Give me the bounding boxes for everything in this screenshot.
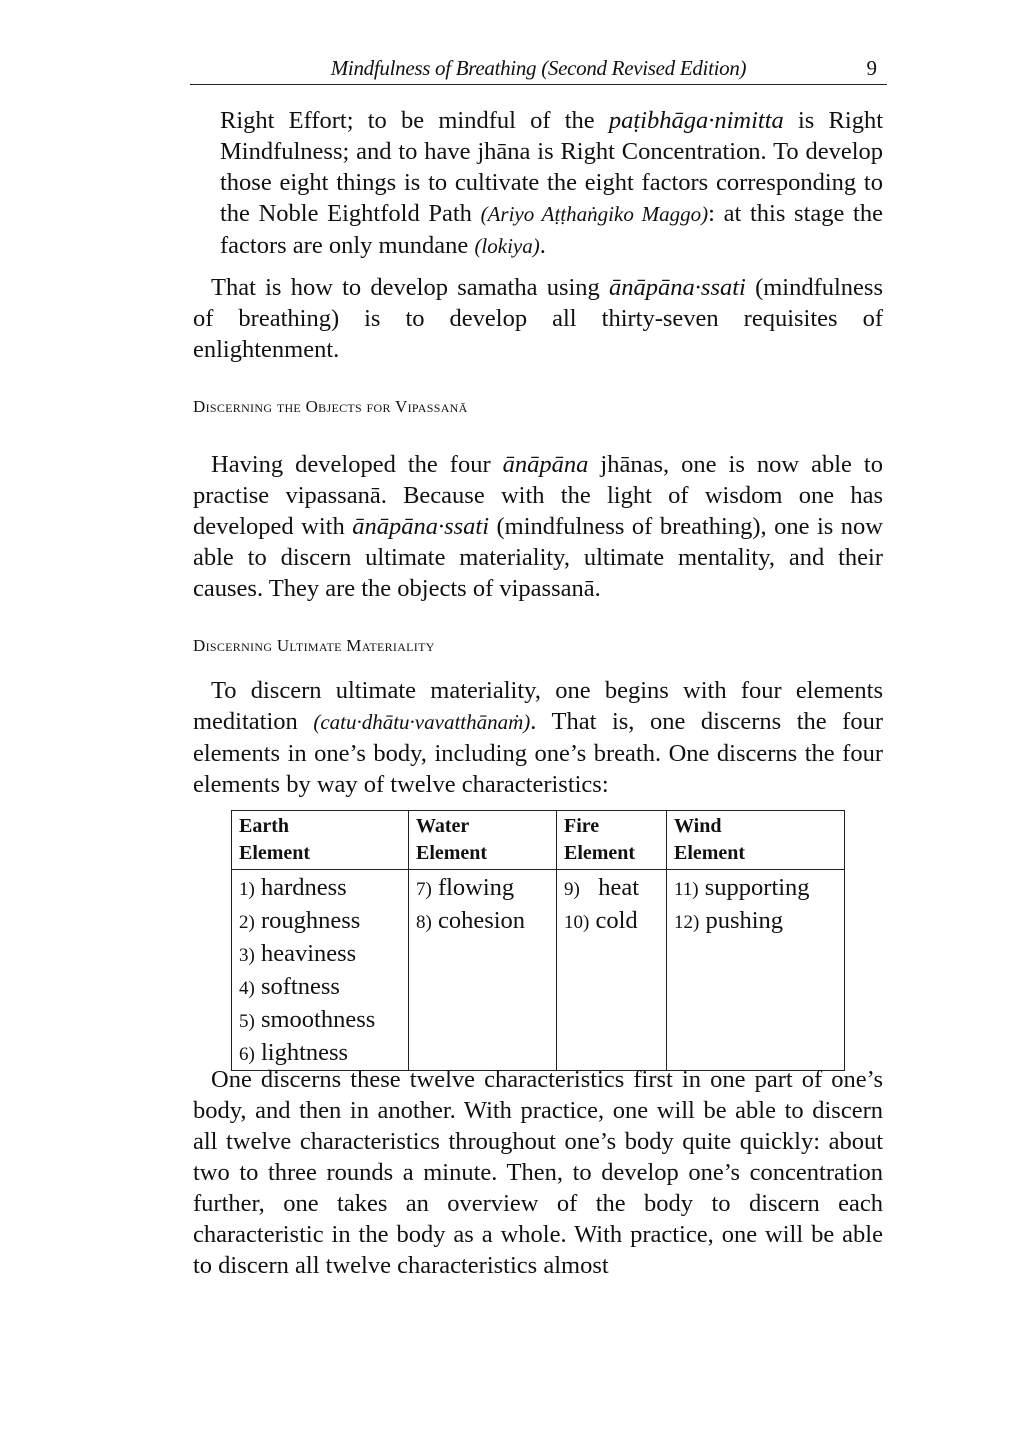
header-fire: Fire Element bbox=[557, 811, 667, 870]
term-catu-dhatu-vavatthanam: (catu·dhātu·vavatthānaṁ) bbox=[313, 710, 531, 734]
list-item: 11) supporting bbox=[674, 874, 810, 901]
list-item: 10) cold bbox=[564, 907, 638, 934]
samatha-text-2: (mindfulness of breathing) is to develop all thirty-seven requisites of enlightenment. bbox=[193, 274, 884, 363]
running-header bbox=[190, 54, 887, 85]
earth-characteristics bbox=[232, 870, 409, 1071]
list-item: 1) hardness bbox=[239, 874, 347, 901]
list-item: 6) lightness bbox=[239, 1039, 349, 1066]
list-item: 7) flowing bbox=[416, 874, 515, 901]
samatha-paragraph bbox=[193, 272, 883, 365]
page-number: 9 bbox=[866, 56, 877, 80]
list-item: 12) pushing bbox=[674, 907, 784, 934]
term-anapana: ānāpāna bbox=[502, 451, 589, 478]
list-item: 3) heaviness bbox=[239, 940, 357, 967]
intro-text-2: is Right Mindfulness; and to have jhāna is Right Concentration. To develop those eight things is to cultivate the eight factors corresponding to the Noble Eightfold Path bbox=[220, 107, 884, 227]
term-noble-eightfold-path: (Ariyo Aṭṭhaṅgiko Maggo) bbox=[480, 202, 709, 226]
term-anapana-ssati-2: ānāpāna·ssati bbox=[352, 513, 490, 540]
term-lokiya: (lokiya) bbox=[474, 234, 540, 258]
term-patibhaga-nimitta: paṭibhāga·nimitta bbox=[608, 107, 784, 134]
water-characteristics bbox=[409, 870, 557, 1071]
list-item: 5) smoothness bbox=[239, 1006, 376, 1033]
intro-text-3: : at this stage the factors are only mundane bbox=[220, 200, 883, 259]
objects-paragraph bbox=[193, 449, 883, 604]
final-paragraph: One discerns these twelve characteristics first in one part of one’s body, and then in another. With practice, one will be able to discern all twelve characteristics throughout one’s body quite quickly: about two to three rounds a minute. Then, to develop one’s concentration further, one takes an overview of the body to discern each characteristic in the body as a whole. With practice, one will be able to discern all twelve characteristics almost bbox=[193, 1066, 883, 1279]
list-item: 8) cohesion bbox=[416, 907, 526, 934]
list-item: 9) heat bbox=[564, 874, 640, 901]
materiality-text-1: To discern ultimate materiality, one begins with four elements meditation bbox=[193, 677, 883, 735]
intro-text-4: . bbox=[539, 232, 546, 259]
list-item: 4) softness bbox=[239, 973, 340, 1000]
heading-discerning-objects: Discerning the Objects for Vipassanā bbox=[193, 397, 468, 416]
intro-text-1: Right Effort; to be mindful of the bbox=[220, 107, 609, 134]
header-water: Water Element bbox=[409, 811, 557, 870]
table-row bbox=[232, 870, 845, 1071]
elements-table bbox=[231, 810, 845, 1071]
intro-paragraph bbox=[220, 105, 883, 262]
heading-ultimate-materiality: Discerning Ultimate Materiality bbox=[193, 636, 435, 655]
header-earth: Earth Element bbox=[232, 811, 409, 870]
running-title: Mindfulness of Breathing (Second Revised Edition) bbox=[330, 56, 747, 80]
objects-text-3: (mindfulness of breathing), one is now able to discern ultimate materiality, ultimate mentality, and their causes. They are the objects of vipassanā. bbox=[193, 513, 883, 602]
list-item: 2) roughness bbox=[239, 907, 361, 934]
table-header-row bbox=[232, 811, 845, 870]
fire-characteristics bbox=[557, 870, 667, 1071]
objects-text-2: jhānas, one is now able to practise vipassanā. Because with the light of wisdom one has developed with bbox=[193, 451, 883, 540]
term-anapana-ssati: ānāpāna·ssati bbox=[609, 274, 746, 301]
wind-characteristics bbox=[667, 870, 845, 1071]
materiality-text-2: . That is, one discerns the four elements in one’s body, including one’s breath. One discerns the four elements by way of twelve characteristics: bbox=[193, 708, 883, 798]
samatha-text-1: That is how to develop samatha using bbox=[211, 274, 610, 301]
materiality-paragraph bbox=[193, 675, 883, 800]
objects-text-1: Having developed the four bbox=[211, 451, 503, 478]
header-wind: Wind Element bbox=[667, 811, 845, 870]
